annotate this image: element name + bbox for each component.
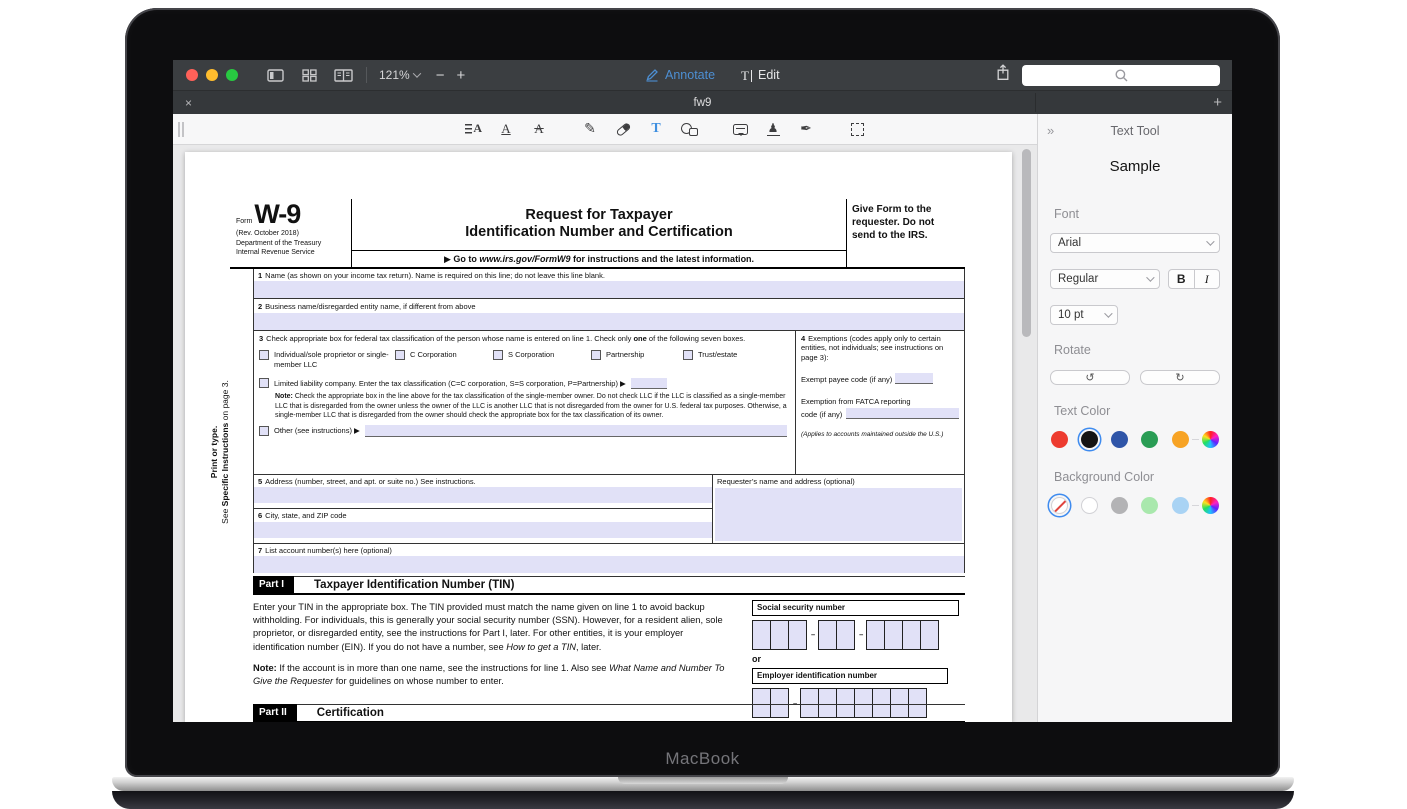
part1-header [253,576,965,595]
dept-line1: Department of the Treasury [236,239,322,247]
part2-badge: Part II [253,704,297,722]
chevron-down-icon [1104,309,1112,317]
bold-button[interactable]: B [1169,270,1195,288]
line7-label: List account number(s) here (optional) [265,545,392,555]
ssn-digit-cell[interactable] [866,620,885,650]
font-section-label: Font [1054,207,1080,221]
llc-label: Limited liability company. Enter the tax classification (C=C corporation, S=S corporation, P=Partnership) ▶ [274,378,626,388]
document-column [173,114,1037,722]
ssn-digit-cell[interactable] [788,620,807,650]
underline-tool-icon[interactable]: A [501,121,511,136]
new-tab-button[interactable]: + [1213,94,1222,111]
line1-label: Name (as shown on your income tax return). Name is required on this line; do not leave this line blank. [265,271,605,280]
bg-color-none-swatch[interactable] [1051,497,1068,514]
line2-label: Business name/disregarded entity name, if different from above [265,302,476,312]
signature-tool-icon[interactable]: ✒ [800,121,812,137]
address-field[interactable] [254,487,712,503]
text-tool-sidebar [1037,114,1232,722]
background-color-swatches [1051,497,1219,514]
close-window-button[interactable] [186,69,198,81]
text-color-green-swatch[interactable] [1141,431,1158,448]
macbook-base [112,777,1294,791]
ein-label: Employer identification number [752,668,948,684]
search-input[interactable] [1022,65,1220,86]
rotate-ccw-icon: ↺ [1085,371,1095,384]
part1-badge: Part I [253,576,294,594]
requester-label: Requester’s name and address (optional) [717,476,855,486]
toolbar-drag-handle[interactable] [178,122,184,137]
chevron-down-icon [1146,273,1154,281]
form-revision: (Rev. October 2018) [236,229,299,237]
business-name-field[interactable] [254,313,964,330]
bg-color-gray-swatch[interactable] [1111,497,1128,514]
form-word: Form [236,218,253,225]
toolbar-divider [366,67,367,83]
rotate-cw-button[interactable] [1140,370,1220,385]
zoom-in-button[interactable]: + [456,66,466,84]
chevron-down-icon [1206,237,1214,245]
llc-classification-field[interactable] [631,378,667,389]
row-name: 1 Name (as shown on your income tax return). Name is required on this line; do not leave this line blank. [254,269,964,299]
form-goto-line: ▶ Go to www.irs.gov/FormW9 for instructions and the latest information. [352,250,846,267]
main-content-row [173,114,1232,722]
row-account-numbers: 7 List account number(s) here (optional) [254,544,964,573]
annotation-toolbar [173,114,1037,145]
font-family-select[interactable] [1050,233,1220,253]
sidebar-collapse-icon[interactable]: » [1047,123,1055,138]
part1-paragraph: Enter your TIN in the appropriate box. The TIN provided must match the name given on line 1 to avoid backup withholding. For individuals, this is generally your social security number (SSN). However, for a resident alien, sole proprietor, or disregarded entity, see the instructions for Part I, later. For other entities, it is your employer identification number (EIN). If you do not have a number, see How to get a TIN, later. [253,602,723,652]
fatca-label-line1: Exemption from FATCA reporting [801,396,911,406]
right-toolbar-group [996,64,1220,86]
font-style-value: Regular [1058,273,1099,285]
macbook-frame [125,8,1280,777]
give-form-note: Give Form to the requester. Do not send to the IRS. [852,204,935,241]
pencil-annotate-icon [645,68,659,82]
side-caption: Print or type. See Specific Instructions on page 3. [209,380,231,524]
ssn-digit-cell[interactable] [836,620,855,650]
rotate-section-label: Rotate [1054,343,1091,357]
exemptions-cell: 4 Exemptions (codes apply only to certain entities, not individuals; see instructions on page 3): Exempt payee code (if any) Exemption from FATCA reporting code (if any) (Applies to accounts maintained outside the U.S.) [796,331,964,474]
bg-color-white-swatch[interactable] [1081,497,1098,514]
rotate-cw-icon: ↻ [1175,371,1185,384]
tab-edit[interactable] [741,68,780,82]
vertical-scrollbar[interactable] [1022,149,1031,337]
part1-note: Note: If the account is in more than one name, see the instructions for line 1. Also see What Name and Number To Give the Requester for guidelines on whose number to enter. [253,662,725,686]
thumbnail-grid-icon[interactable] [298,66,320,84]
checkbox-trust-label: Trust/estate [698,350,738,360]
form-id-block [230,199,352,267]
bold-italic-group [1168,269,1220,289]
share-icon [996,64,1010,81]
form-goto-url: www.irs.gov/FormW9 [479,253,571,264]
checkbox-s-corporation[interactable] [493,350,503,360]
tin-column [752,598,965,718]
two-page-view-icon[interactable] [332,66,354,84]
part1-title: Taxpayer Identification Number (TIN) [314,578,515,591]
checkbox-c-corp-label: C Corporation [410,350,457,360]
checkbox-other[interactable] [259,426,269,436]
exempt-payee-field[interactable] [895,373,933,384]
ssn-label: Social security number [752,600,959,616]
ssn-digit-cell[interactable] [770,620,789,650]
checkbox-s-corp-label: S Corporation [508,350,555,360]
fatca-label-line2: code (if any) [801,409,843,419]
zoom-level-select[interactable] [379,68,420,82]
tab-close-icon[interactable]: × [185,95,193,110]
highlight-text-tool-icon[interactable] [463,118,483,140]
selection-tool-icon[interactable] [847,118,867,140]
ein-cells: – [752,688,965,718]
form-title-block [352,199,847,267]
requester-cell [713,475,964,543]
document-viewer [173,145,1037,722]
sidebar-toggle-icon[interactable] [264,66,286,84]
tab-annotate[interactable] [645,68,715,82]
bg-color-custom-swatch[interactable] [1202,497,1219,514]
tab-divider [1035,93,1036,112]
part2-header [253,704,965,722]
row-classification [254,331,964,475]
mode-switcher [645,68,780,82]
ssn-digit-cell[interactable] [902,620,921,650]
swatch-connector [1192,505,1199,507]
ssn-digit-cell[interactable] [818,620,837,650]
address-cell: 5 Address (number, street, and apt. or suite no.) See instructions. [254,475,712,510]
text-tool-icon[interactable]: T [651,121,661,136]
account-numbers-field[interactable] [254,556,964,573]
text-color-blue-swatch[interactable] [1111,431,1128,448]
row-business-name: 2 Business name/disregarded entity name, if different from above [254,299,964,330]
checkbox-llc[interactable] [259,378,269,388]
tab-bar [173,90,1232,114]
text-color-black-swatch[interactable] [1081,431,1098,448]
minimize-window-button[interactable] [206,69,218,81]
font-size-value: 10 pt [1058,309,1084,321]
checkbox-c-corporation[interactable] [395,350,405,360]
part1-body [253,598,965,718]
text-color-orange-swatch[interactable] [1172,431,1189,448]
line4-label: Exemptions (codes apply only to certain entities, not individuals; see instructions on page 3): [801,333,944,362]
pencil-tool-icon[interactable]: ✎ [584,121,596,137]
ssn-digit-cell[interactable] [752,620,771,650]
exempt-payee-label: Exempt payee code (if any) [801,374,893,384]
annotation-tools [463,118,867,140]
form-title-line2: Identification Number and Certification [465,224,733,241]
text-color-red-swatch[interactable] [1051,431,1068,448]
chevron-down-icon [412,69,420,77]
text-color-custom-swatch[interactable] [1202,431,1219,448]
w9-form [185,152,1012,722]
form-header [230,199,965,269]
checkbox-individual[interactable] [259,350,269,360]
stamp-tool-icon[interactable]: ♟ [767,120,779,135]
swatch-connector [1192,439,1199,441]
sidebar-title: Text Tool [1110,124,1160,138]
ssn-digit-cell[interactable] [920,620,939,650]
italic-button[interactable]: I [1204,271,1209,286]
pdf-editor-window [173,60,1232,722]
checkbox-trust-estate[interactable] [683,350,693,360]
view-mode-buttons [264,66,354,84]
macbook-brand-label: MacBook [665,749,740,768]
line6-label: City, state, and ZIP code [265,511,347,521]
city-state-zip-field[interactable] [254,522,712,538]
edit-label: Edit [758,68,780,82]
form-number: W-9 [254,199,301,229]
dept-line2: Internal Revenue Service [236,248,315,256]
form-title-line1: Request for Taxpayer [525,206,673,223]
font-style-select[interactable] [1050,269,1160,289]
comment-tool-icon[interactable] [730,118,750,140]
line5-label: Address (number, street, and apt. or suite no.) See instructions. [265,476,476,486]
requester-field[interactable] [715,488,962,541]
or-label: or [752,654,761,664]
checkbox-partnership-label: Partnership [606,350,645,360]
w9-form-page [185,152,1012,722]
font-size-select[interactable] [1050,305,1118,325]
ssn-digit-cell[interactable] [884,620,903,650]
shapes-tool-icon[interactable] [679,118,699,140]
sample-preview-text: Sample [1109,158,1161,175]
zoom-level-value: 121% [379,68,410,82]
classification-cell: 3 Check appropriate box for federal tax classification of the person whose name is entered on line 1. Check only one of the following seven boxes. Individual/sole proprietor or single-member LLC C Corporation S Corporation Partnership Trust/estate Limited liability company. Enter the tax classification (C=C corporation, S=S corporation, P=Partnership) ▶ Note: Check the appropriate box in the line above for the tax classification of the single-member owner. Do not check LLC if the LLC is classified as a single-member LLC that is disregarded from the owner unless the owner of the LLC is another LLC that is not disregarded from the owner for U.S. federal tax purposes. Otherwise, a single-member LLC that is disregarded from the owner should check the appropriate box for the tax classification of its owner. Other (see instructions) ▶ [254,331,796,474]
other-label: Other (see instructions) ▶ [274,426,360,436]
title-toolbar [173,60,1232,90]
macbook-base-notch [618,777,788,784]
zoom-out-button[interactable]: − [435,66,445,84]
other-field[interactable] [365,425,787,437]
fatca-code-field[interactable] [846,408,959,419]
name-field[interactable] [254,281,964,298]
part2-title: Certification [316,706,384,719]
checkbox-individual-label: Individual/sole proprietor or single-member LLC [274,350,389,369]
zoom-window-button[interactable] [226,69,238,81]
search-icon [1115,69,1128,82]
text-color-section-label: Text Color [1054,404,1111,418]
eraser-tool-icon[interactable] [613,118,633,140]
bg-color-green-swatch[interactable] [1141,497,1158,514]
applies-note: (Applies to accounts maintained outside the U.S.) [801,431,944,439]
llc-note: Note: Check the appropriate box in the line above for the tax classification of the single-member owner. Do not check LLC if the LLC is classified as a single-member LLC that is disregarded from the owner unless the owner of the LLC is another LLC that is not disregarded from the owner for U.S. federal tax purposes. Otherwise, a single-member LLC that is disregarded from the owner should check the appropriate box for the tax classification of its owner. [275,392,787,420]
bg-color-blue-swatch[interactable] [1172,497,1189,514]
ssn-cells: – – [752,620,965,650]
side-caption-print: Print or type. [209,425,219,479]
background-color-section-label: Background Color [1054,470,1155,484]
font-family-value: Arial [1058,237,1082,249]
text-edit-icon: T [741,69,752,82]
city-cell: 6 City, state, and ZIP code [254,509,712,543]
text-color-swatches [1051,431,1219,448]
checkbox-partnership[interactable] [591,350,601,360]
classification-checkboxes [259,350,789,369]
annotate-label: Annotate [665,68,716,82]
tab-document-title[interactable]: fw9 [693,96,712,109]
strikethrough-tool-icon[interactable]: A [534,121,544,136]
traffic-lights [186,69,238,81]
row-address [254,475,964,544]
form-grid [253,269,965,573]
macbook-base-shadow [112,791,1294,809]
rotate-ccw-button[interactable] [1050,370,1130,385]
share-button[interactable] [996,64,1010,86]
